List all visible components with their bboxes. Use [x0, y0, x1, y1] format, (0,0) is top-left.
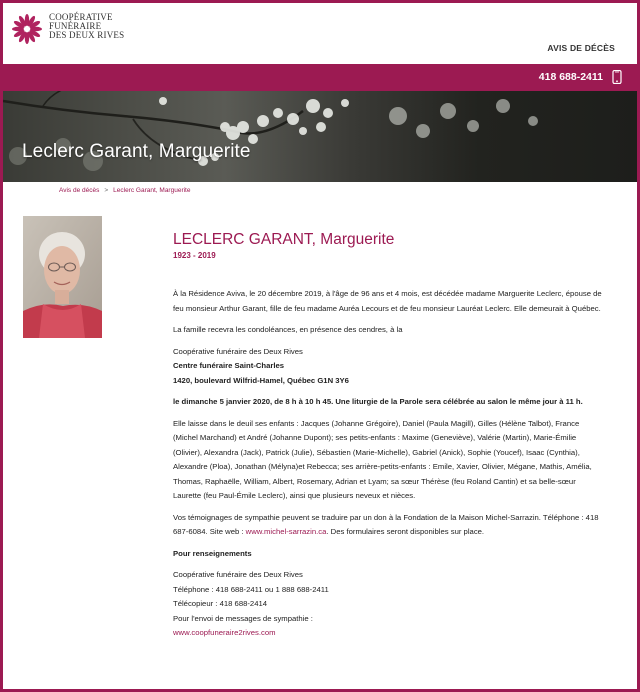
nav-avis-de-deces[interactable]: AVIS DE DÉCÈS: [547, 43, 615, 53]
life-dates: 1923 - 2019: [173, 251, 216, 260]
site-header: [3, 3, 637, 64]
deceased-name: LECLERC GARANT, Marguerite: [173, 231, 395, 248]
deceased-portrait: [23, 216, 102, 338]
coop-website-link[interactable]: www.coopfuneraire2rives.com: [173, 628, 276, 637]
logo-line-3: DES DEUX RIVES: [49, 30, 125, 40]
breadcrumb-current[interactable]: Leclerc Garant, Marguerite: [113, 187, 191, 194]
donation-text-2: . Des formulaires seront disponibles sur place.: [326, 527, 485, 536]
death-announcement: À la Résidence Aviva, le 20 décembre 2019, à l'âge de 96 ans et 4 mois, est décédée madame Marguerite Leclerc, épouse de feu monsieur Arthur Garant, fille de feu madame Auréa Lecours et de feu monsieur Lauréat Leclerc. Elle demeurait à Québec.: [173, 289, 602, 313]
flower-logo-icon: [11, 13, 43, 45]
logo-text: [49, 13, 124, 40]
page-title: Leclerc Garant, Marguerite: [22, 141, 251, 162]
info-sympathy: Pour l'envoi de messages de sympathie :: [173, 613, 313, 623]
breadcrumb-home[interactable]: Avis de décès: [59, 187, 100, 194]
info-phone: Téléphone : 418 688-2411 ou 1 888 688-2411: [173, 584, 329, 594]
phone-bar: [3, 64, 637, 91]
breadcrumb: [3, 182, 637, 204]
breadcrumb-separator: >: [104, 187, 109, 194]
donation-text-1: Vos témoignages de sympathie peuvent se traduire par un don à la Fondation de la Maison Michel-Sarrazin. Téléphone : 418 687-6084. Site web :: [173, 512, 599, 536]
info-fax: Télécopieur : 418 688-2414: [173, 599, 268, 608]
phone-icon[interactable]: [611, 70, 623, 84]
venue-name: Centre funéraire Saint-Charles: [173, 361, 285, 370]
condolences-text: La famille recevra les condoléances, en présence des cendres, à la: [173, 325, 403, 334]
hero-banner: [3, 91, 637, 182]
obituary-content: [173, 204, 603, 641]
liturgy-details: le dimanche 5 janvier 2020, de 8 h à 10 h 45. Une liturgie de la Parole sera célébrée au salon le même jour à 11 h.: [173, 397, 583, 406]
family-survivors: Elle laisse dans le deuil ses enfants : Jacques (Johanne Grégoire), Daniel (Paula Magill), Gilles (Hélène Talbot), France (Michel Marchand) et André (Johanne Dupont); ses petits-enfants : Maxime (Geneviève), Valérie (Martin), Marie-Émilie (Olivier), Alexandra (Jack), Patrick (Julie), Sébastien (Marie-Michelle), Gabriel (Anick), Sophie (Youcef), Isaac (Cynthia), Alexandre (Ploa), Jonathan (Mélyna)et Rebecca; ses arrière-petits-enfants : Emile, Xavier, Olivier, Mégane, Mathis, Amélia, Thomas, Raphaëlle, William, Albert, Rosemary, Adrian et Lyam; sa sœur Thérèse (feu Roland Cantin) et sa belle-sœur Laurette (feu Paul-Émile Leclerc), ainsi que plusieurs neveux et nièces.: [173, 418, 592, 500]
site-logo[interactable]: [11, 13, 124, 45]
portrait-image: [23, 216, 102, 338]
michel-sarrazin-link[interactable]: www.michel-sarrazin.ca: [245, 527, 327, 536]
venue-org: Coopérative funéraire des Deux Rives: [173, 346, 303, 356]
phone-number[interactable]: 418 688-2411: [538, 71, 603, 83]
venue-address: 1420, boulevard Wilfrid-Hamel, Québec G1N 3Y6: [173, 375, 349, 385]
donation-info: [173, 511, 603, 540]
info-org: Coopérative funéraire des Deux Rives: [173, 570, 303, 579]
blossom-branch-image: [3, 91, 637, 182]
logo-line-1: COOPÉRATIVE: [49, 12, 113, 22]
page-frame: [3, 3, 637, 689]
info-heading: Pour renseignements: [173, 548, 252, 558]
logo-line-2: FUNÉRAIRE: [49, 21, 102, 31]
